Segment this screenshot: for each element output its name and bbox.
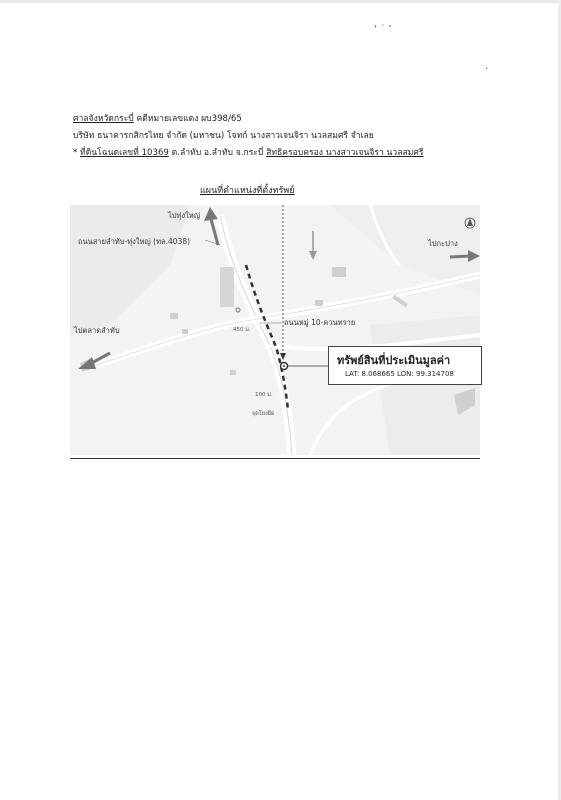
case-line bbox=[73, 111, 424, 128]
label-main-road: ถนนสายลำทับ-ทุ่งใหญ่ (ทล.4038) bbox=[78, 237, 191, 246]
label-distance-100: 100 ม. bbox=[255, 392, 273, 398]
callout-coordinates: LAT: 8.068665 LON: 99.314708 bbox=[345, 370, 454, 378]
building-block bbox=[230, 370, 236, 375]
building-block bbox=[315, 300, 323, 306]
parties-line: บริษัท ธนาคารกสิกรไทย จำกัด (มหาชน) โจทก์ นางสาวเจนจิรา นวลสมศรี จำเลย bbox=[73, 131, 374, 141]
location-map bbox=[70, 205, 480, 455]
label-to-kapang: ไปกะปาง bbox=[428, 239, 458, 248]
asset-line bbox=[73, 145, 424, 162]
asset-deed: ที่ดินโฉนดเลขที่ 10369 bbox=[80, 148, 169, 158]
page-edge bbox=[0, 0, 561, 3]
building-block bbox=[332, 267, 346, 277]
building-block bbox=[170, 313, 178, 319]
scan-speck: ‘ ˙ ’ bbox=[374, 24, 392, 35]
property-callout bbox=[328, 346, 482, 385]
asset-location: ต.ลำทับ อ.ลำทับ จ.กระบี่ bbox=[171, 148, 264, 158]
asset-owner: สิทธิครอบครอง นางสาวเจนจิรา นวลสมศรี bbox=[266, 148, 424, 158]
divider-line bbox=[70, 458, 480, 459]
asset-bullet: * bbox=[73, 148, 78, 158]
building-block bbox=[182, 329, 188, 334]
callout-title: ทรัพย์สินที่ประเมินมูลค่า bbox=[337, 354, 451, 367]
property-marker-center bbox=[283, 365, 285, 367]
scan-speck: · bbox=[485, 64, 489, 75]
court-name: ศาลจังหวัดกระบี่ bbox=[73, 114, 134, 124]
case-number: คดีหมายเลขแดง ผบ398/65 bbox=[136, 114, 242, 124]
document-header bbox=[73, 111, 424, 162]
label-to-thung-yai: ไปทุ่งใหญ่ bbox=[168, 211, 201, 220]
map-title: แผนที่ตำแหน่งที่ตั้งทรัพย์ bbox=[200, 186, 295, 196]
building-block bbox=[220, 267, 234, 307]
label-village-road: ถนนหมู่ 10-ควนทราย bbox=[284, 318, 356, 327]
label-to-market: ไปตลาดลำทับ bbox=[74, 326, 120, 335]
label-distance-450: 450 ม. bbox=[233, 327, 251, 333]
label-start-point: จุดโยงยึด bbox=[252, 411, 275, 417]
